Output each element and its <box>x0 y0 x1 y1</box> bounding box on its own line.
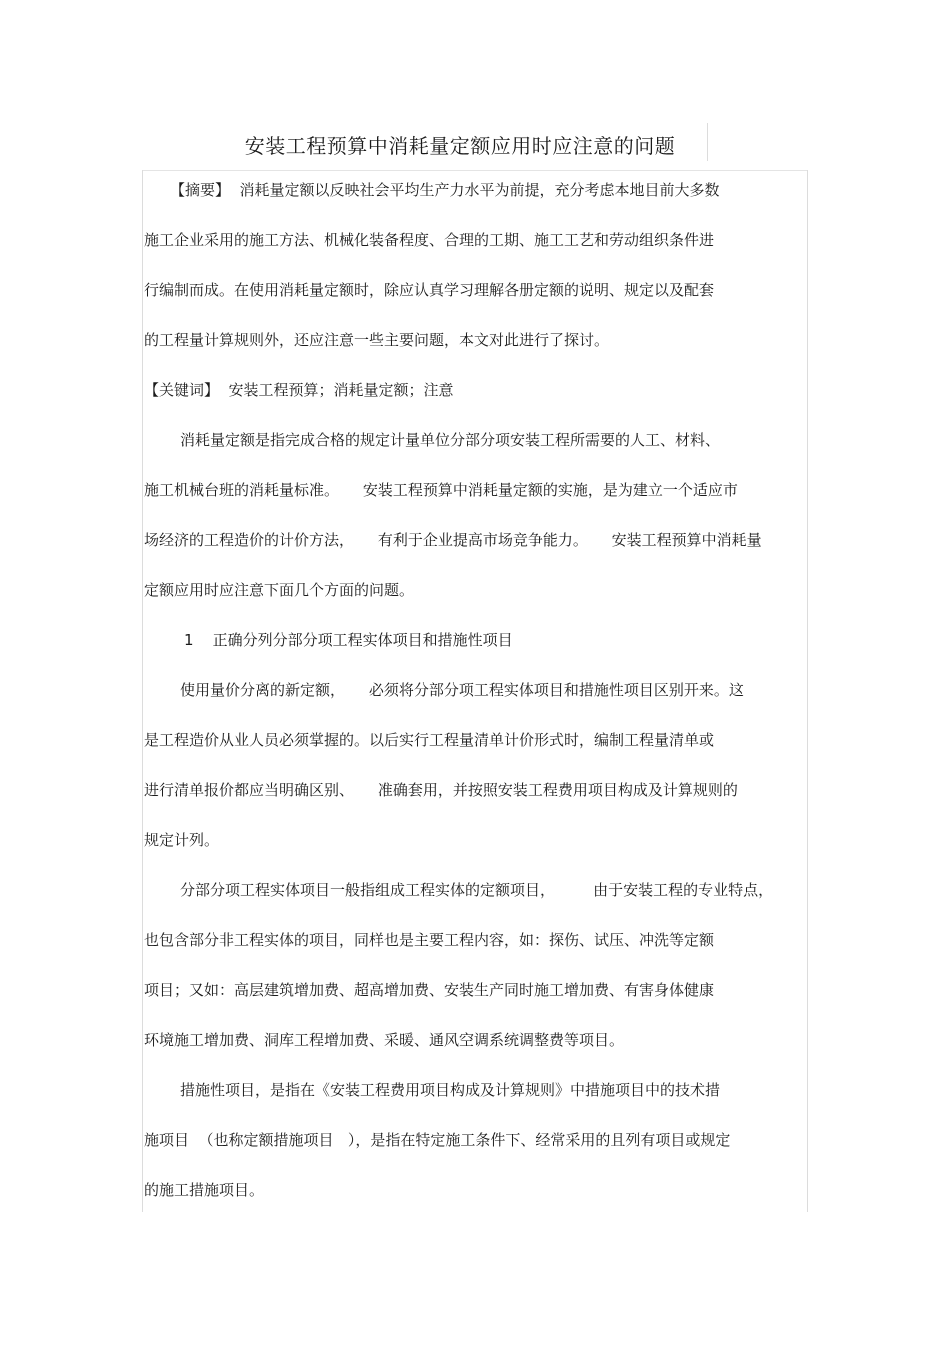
abstract-line-2: 施工企业采用的施工方法、机械化装备程度、合理的工期、施工工艺和劳动组织条件进 <box>144 231 715 249</box>
para4-line-1: 措施性项目，是指在《安装工程费用项目构成及计算规则》中措施项目中的技术措 <box>180 1081 721 1099</box>
para2-line-4: 规定计列。 <box>144 831 220 849</box>
para1-line-1: 消耗量定额是指完成合格的规定计量单位分部分项安装工程所需要的人工、材料、 <box>180 431 721 449</box>
section-heading-1: 1 正确分列分部分项工程实体项目和措施性项目 <box>184 631 513 649</box>
para1-line-2: 施工机械台班的消耗量标准。 安装工程预算中消耗量定额的实施，是为建立一个适应市 <box>144 481 738 499</box>
para2-line-2: 是工程造价从业人员必须掌握的。以后实行工程量清单计价形式时，编制工程量清单或 <box>144 731 715 749</box>
abstract-line-3: 行编制而成。在使用消耗量定额时，除应认真学习理解各册定额的说明、规定以及配套 <box>144 281 715 299</box>
para3-line-2: 也包含部分非工程实体的项目，同样也是主要工程内容，如：探伤、试压、冲洗等定额 <box>144 931 715 949</box>
para3-line-4: 环境施工增加费、洞库工程增加费、采暖、通风空调系统调整费等项目。 <box>144 1031 625 1049</box>
para4-line-3: 的施工措施项目。 <box>144 1181 265 1199</box>
para3-line-3: 项目；又如：高层建筑增加费、超高增加费、安装生产同时施工增加费、有害身体健康 <box>144 981 715 999</box>
para3-line-1: 分部分项工程实体项目一般指组成工程实体的定额项目， 由于安装工程的专业特点， <box>180 881 774 899</box>
para1-line-4: 定额应用时应注意下面几个方面的问题。 <box>144 581 415 599</box>
para2-line-1: 使用量价分离的新定额， 必须将分部分项工程实体项目和措施性项目区别开来。这 <box>180 681 744 699</box>
para4-line-2: 施项目 （也称定额措施项目 ），是指在特定施工条件下、经常采用的且列有项目或规定 <box>144 1131 731 1149</box>
para1-line-3: 场经济的工程造价的计价方法， 有利于企业提高市场竞争能力。 安装工程预算中消耗量 <box>144 531 762 549</box>
content-top-rule <box>142 170 808 171</box>
abstract-line-1: 【摘要】 消耗量定额以反映社会平均生产力水平为前提，充分考虑本地目前大多数 <box>170 181 720 199</box>
content-left-rule <box>142 170 143 1212</box>
para2-line-3: 进行清单报价都应当明确区别、 准确套用，并按照安装工程费用项目构成及计算规则的 <box>144 781 738 799</box>
document-title: 安装工程预算中消耗量定额应用时应注意的问题 <box>244 134 676 158</box>
keywords-line: 【关键词】 安装工程预算；消耗量定额；注意 <box>144 381 454 399</box>
abstract-line-4: 的工程量计算规则外，还应注意一些主要问题，本文对此进行了探讨。 <box>144 331 610 349</box>
content-right-rule <box>807 170 808 1212</box>
